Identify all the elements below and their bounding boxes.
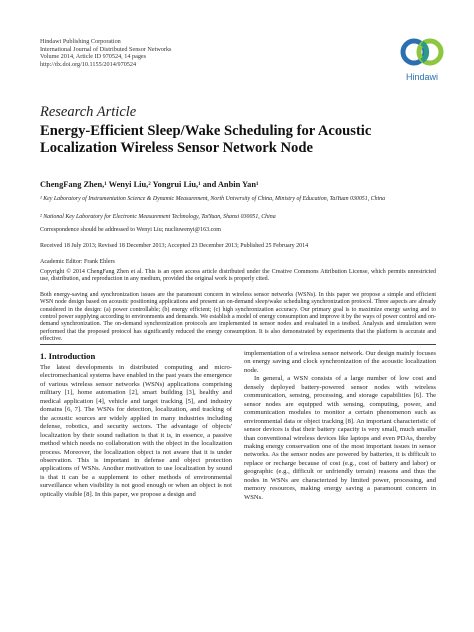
affiliation-1: ¹ Key Laboratory of Instrumentation Science & Dynamic Measurement, North University of China, Ministry of Education, TaiYuan 030051, China [40,196,386,202]
header-journal: International Journal of Distributed Sensor Networks [40,45,172,53]
journal-header [40,38,171,68]
paragraph: The latest developments in distributed computing and micro-electromechanical systems have enabled in the past years the emergence of various wireless sensor networks (WSNs) applications comprising military [1], home automation [2], smart building [3], healthy and medical application [4], vehicle and target tracking [5], and industry domains [6, 7]. The WSNs for detection, localization, and tracking of the acoustic sources are widely applied in many industries including defense, robotics, and security sectors. The advantage of objects' localization by their sound radiation is that it is, in essence, a passive method which needs no collaboration with the object in the localization process. Moreover, the localization object is not aware that it is under observation. This is important in defense and object protection applications of WSNs. Another motivation to use localization by sound is that it can be a supplement to other methods of environmental surveillance when visibility is not good enough or when an object is not optically visible [8]. In this paper, we propose a design and [40,364,232,498]
header-volume: Volume 2014, Article ID 970524, 14 pages [40,53,147,61]
header-publisher: Hindawi Publishing Corporation [40,38,121,45]
paragraph: implementation of a wireless sensor network. Our design mainly focuses on energy saving and clock synchronization of the acoustic localization node. [244,350,436,374]
logo-text: Hindawi [405,72,438,82]
hindawi-logo-icon [394,34,450,72]
publication-dates: Received 18 July 2013; Revised 18 December 2013; Accepted 23 December 2013; Published 25 February 2014 [40,243,309,249]
correspondence: Correspondence should be addressed to Wenyi Liu; nucliuwenyi@163.com [40,227,221,233]
affiliation-2: ² National Key Laboratory for Electronic Measurement Technology, TaiYuan, Shanxi 030051, China [40,214,276,220]
author-list: ChengFang Zhen,¹ Wenyi Liu,² Yongrui Liu,¹ and Anbin Yan¹ [40,180,259,189]
paragraph: In general, a WSN consists of a large number of low cost and densely deployed battery-powered sensor nodes with wireless communication, sensing, processing, and storage capabilities [6]. The sensor nodes are equipped with sensing, computing, power, and communication modules to monitor a certain phenomenon such as environmental data or object tracking [8]. An important characteristic of sensor devices is that their battery capacity is very small, much smaller than conventional wireless devices like laptops and even PDAs, thereby making energy conservation one of the most important issues in sensor networks. As the sensor nodes are powered by batteries, it is difficult to replace or recharge because of cost (e.g., cost of battery and labor) or geographic (e.g., difficult or unfriendly terrain) reasons and thus the nodes in WSNs are characterized by limited power, processing, and memory resources, making energy saving a paramount concern in WSNs. [244,375,436,501]
academic-editor: Academic Editor: Frank Ehlers [40,259,115,265]
body-column-left [40,364,232,499]
abstract: Both energy-saving and synchronization issues are the paramount concern in wireless sensor networks (WSNs). In this paper we propose a simple and efficient WSN node design based on acoustic positioning applications and present an on-demand sleep/wake scheduling synchronization protocol. Three aspects are already considered in the design: (a) power controllable; (b) energy efficient; (c) high synchronization accuracy. Our primary goal is to maximize energy saving and to control power supplying according to environments and demands. We establish a model of energy consumption and improve it by the ways of power control and on-demand synchronization. The on-demand synchronization protocols are implemented in sensor nodes and evaluated in a testbed. Analysis and simulation were performed that the proposed protocol has significantly reduced the energy consumption. It is also demonstrated by experiments that the platform is accurate and effective. [40,292,436,343]
section-heading-introduction: 1. Introduction [40,351,96,361]
paper-title: Energy-Efficient Sleep/Wake Scheduling for Acoustic Localization Wireless Sensor Network Node [40,123,372,156]
body-column-right [244,350,436,502]
article-type: Research Article [40,104,137,120]
header-doi-link[interactable]: http://dx.doi.org/10.1155/2014/970524 [40,60,137,68]
copyright-notice: Copyright © 2014 ChengFang Zhen et al. This is an open access article distributed under the Creative Commons Attribution License, which permits unrestricted use, distribution, and reproduction in any medium, provided the original work is properly cited. [40,269,436,283]
hindawi-logo [394,34,450,86]
section-divider [40,344,436,345]
